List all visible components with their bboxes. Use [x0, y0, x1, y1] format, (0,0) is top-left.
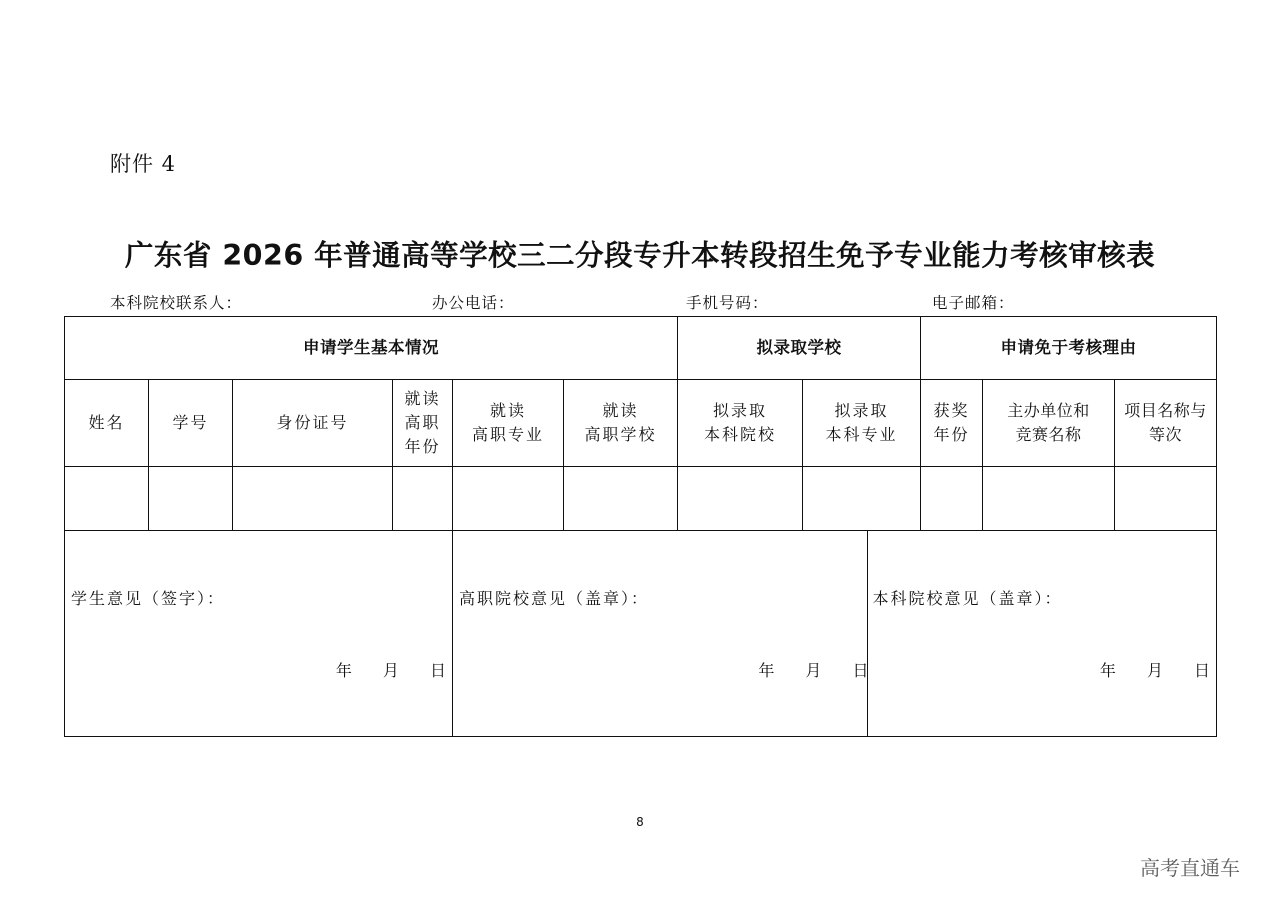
entry-cell-admitting-university[interactable] [678, 467, 803, 531]
page-number: 8 [636, 815, 644, 829]
entry-cell-admitting-major[interactable] [803, 467, 921, 531]
mobile-label: 手机号码： [686, 294, 769, 312]
col-header-vocational-major: 就读 高职专业 [453, 380, 564, 467]
vocational-opinion-cell[interactable] [453, 531, 921, 737]
entry-cell-vocational-major[interactable] [453, 467, 564, 531]
student-opinion-label: 学生意见（签字）： [71, 589, 226, 608]
blank-entry-row [65, 467, 1217, 531]
entry-cell-project-rank[interactable] [1115, 467, 1217, 531]
section-admitting-school: 拟录取学校 [678, 317, 921, 380]
review-form-table [64, 316, 1217, 737]
vocational-opinion-label: 高职院校意见（盖章）： [459, 589, 650, 608]
entry-cell-vocational-school[interactable] [564, 467, 678, 531]
section-header-row [65, 317, 1217, 380]
opinion-divider [867, 531, 868, 736]
col-header-organizer-competition: 主办单位和 竞赛名称 [983, 380, 1115, 467]
student-opinion-cell[interactable] [65, 531, 453, 737]
document-title: 广东省 2026 年普通高等学校三二分段专升本转段招生免予专业能力考核审核表 [124, 239, 1156, 272]
col-header-admitting-major: 拟录取 本科专业 [803, 380, 921, 467]
entry-cell-id-number[interactable] [233, 467, 393, 531]
column-header-row [65, 380, 1217, 467]
opinion-row [65, 531, 1217, 737]
email-label: 电子邮箱： [932, 294, 1015, 312]
contact-person-label: 本科院校联系人： [110, 294, 243, 312]
university-opinion-date: 年 月 日 [1099, 661, 1211, 680]
attachment-label: 附件 4 [110, 152, 177, 176]
entry-cell-organizer-competition[interactable] [983, 467, 1115, 531]
col-header-student-id: 学号 [149, 380, 233, 467]
section-exemption-reason: 申请免于考核理由 [921, 317, 1217, 380]
entry-cell-award-year[interactable] [921, 467, 983, 531]
col-header-award-year: 获奖 年份 [921, 380, 983, 467]
office-phone-label: 办公电话： [432, 294, 515, 312]
col-header-id-number: 身份证号 [233, 380, 393, 467]
section-student-info: 申请学生基本情况 [65, 317, 678, 380]
col-header-vocational-school: 就读 高职学校 [564, 380, 678, 467]
university-opinion-label: 本科院校意见（盖章）： [872, 589, 1063, 608]
col-header-project-rank: 项目名称与 等次 [1115, 380, 1217, 467]
entry-cell-student-id[interactable] [149, 467, 233, 531]
university-opinion-cell[interactable] [872, 531, 1217, 737]
entry-cell-vocational-year[interactable] [393, 467, 453, 531]
student-opinion-date: 年 月 日 [335, 661, 446, 680]
col-header-admitting-university: 拟录取 本科院校 [678, 380, 803, 467]
entry-cell-name[interactable] [65, 467, 149, 531]
col-header-name: 姓名 [65, 380, 149, 467]
vocational-opinion-date: 年 月 日 [758, 661, 869, 680]
watermark: 高考直通车 [1140, 856, 1240, 880]
col-header-vocational-year: 就读 高职 年份 [393, 380, 453, 467]
